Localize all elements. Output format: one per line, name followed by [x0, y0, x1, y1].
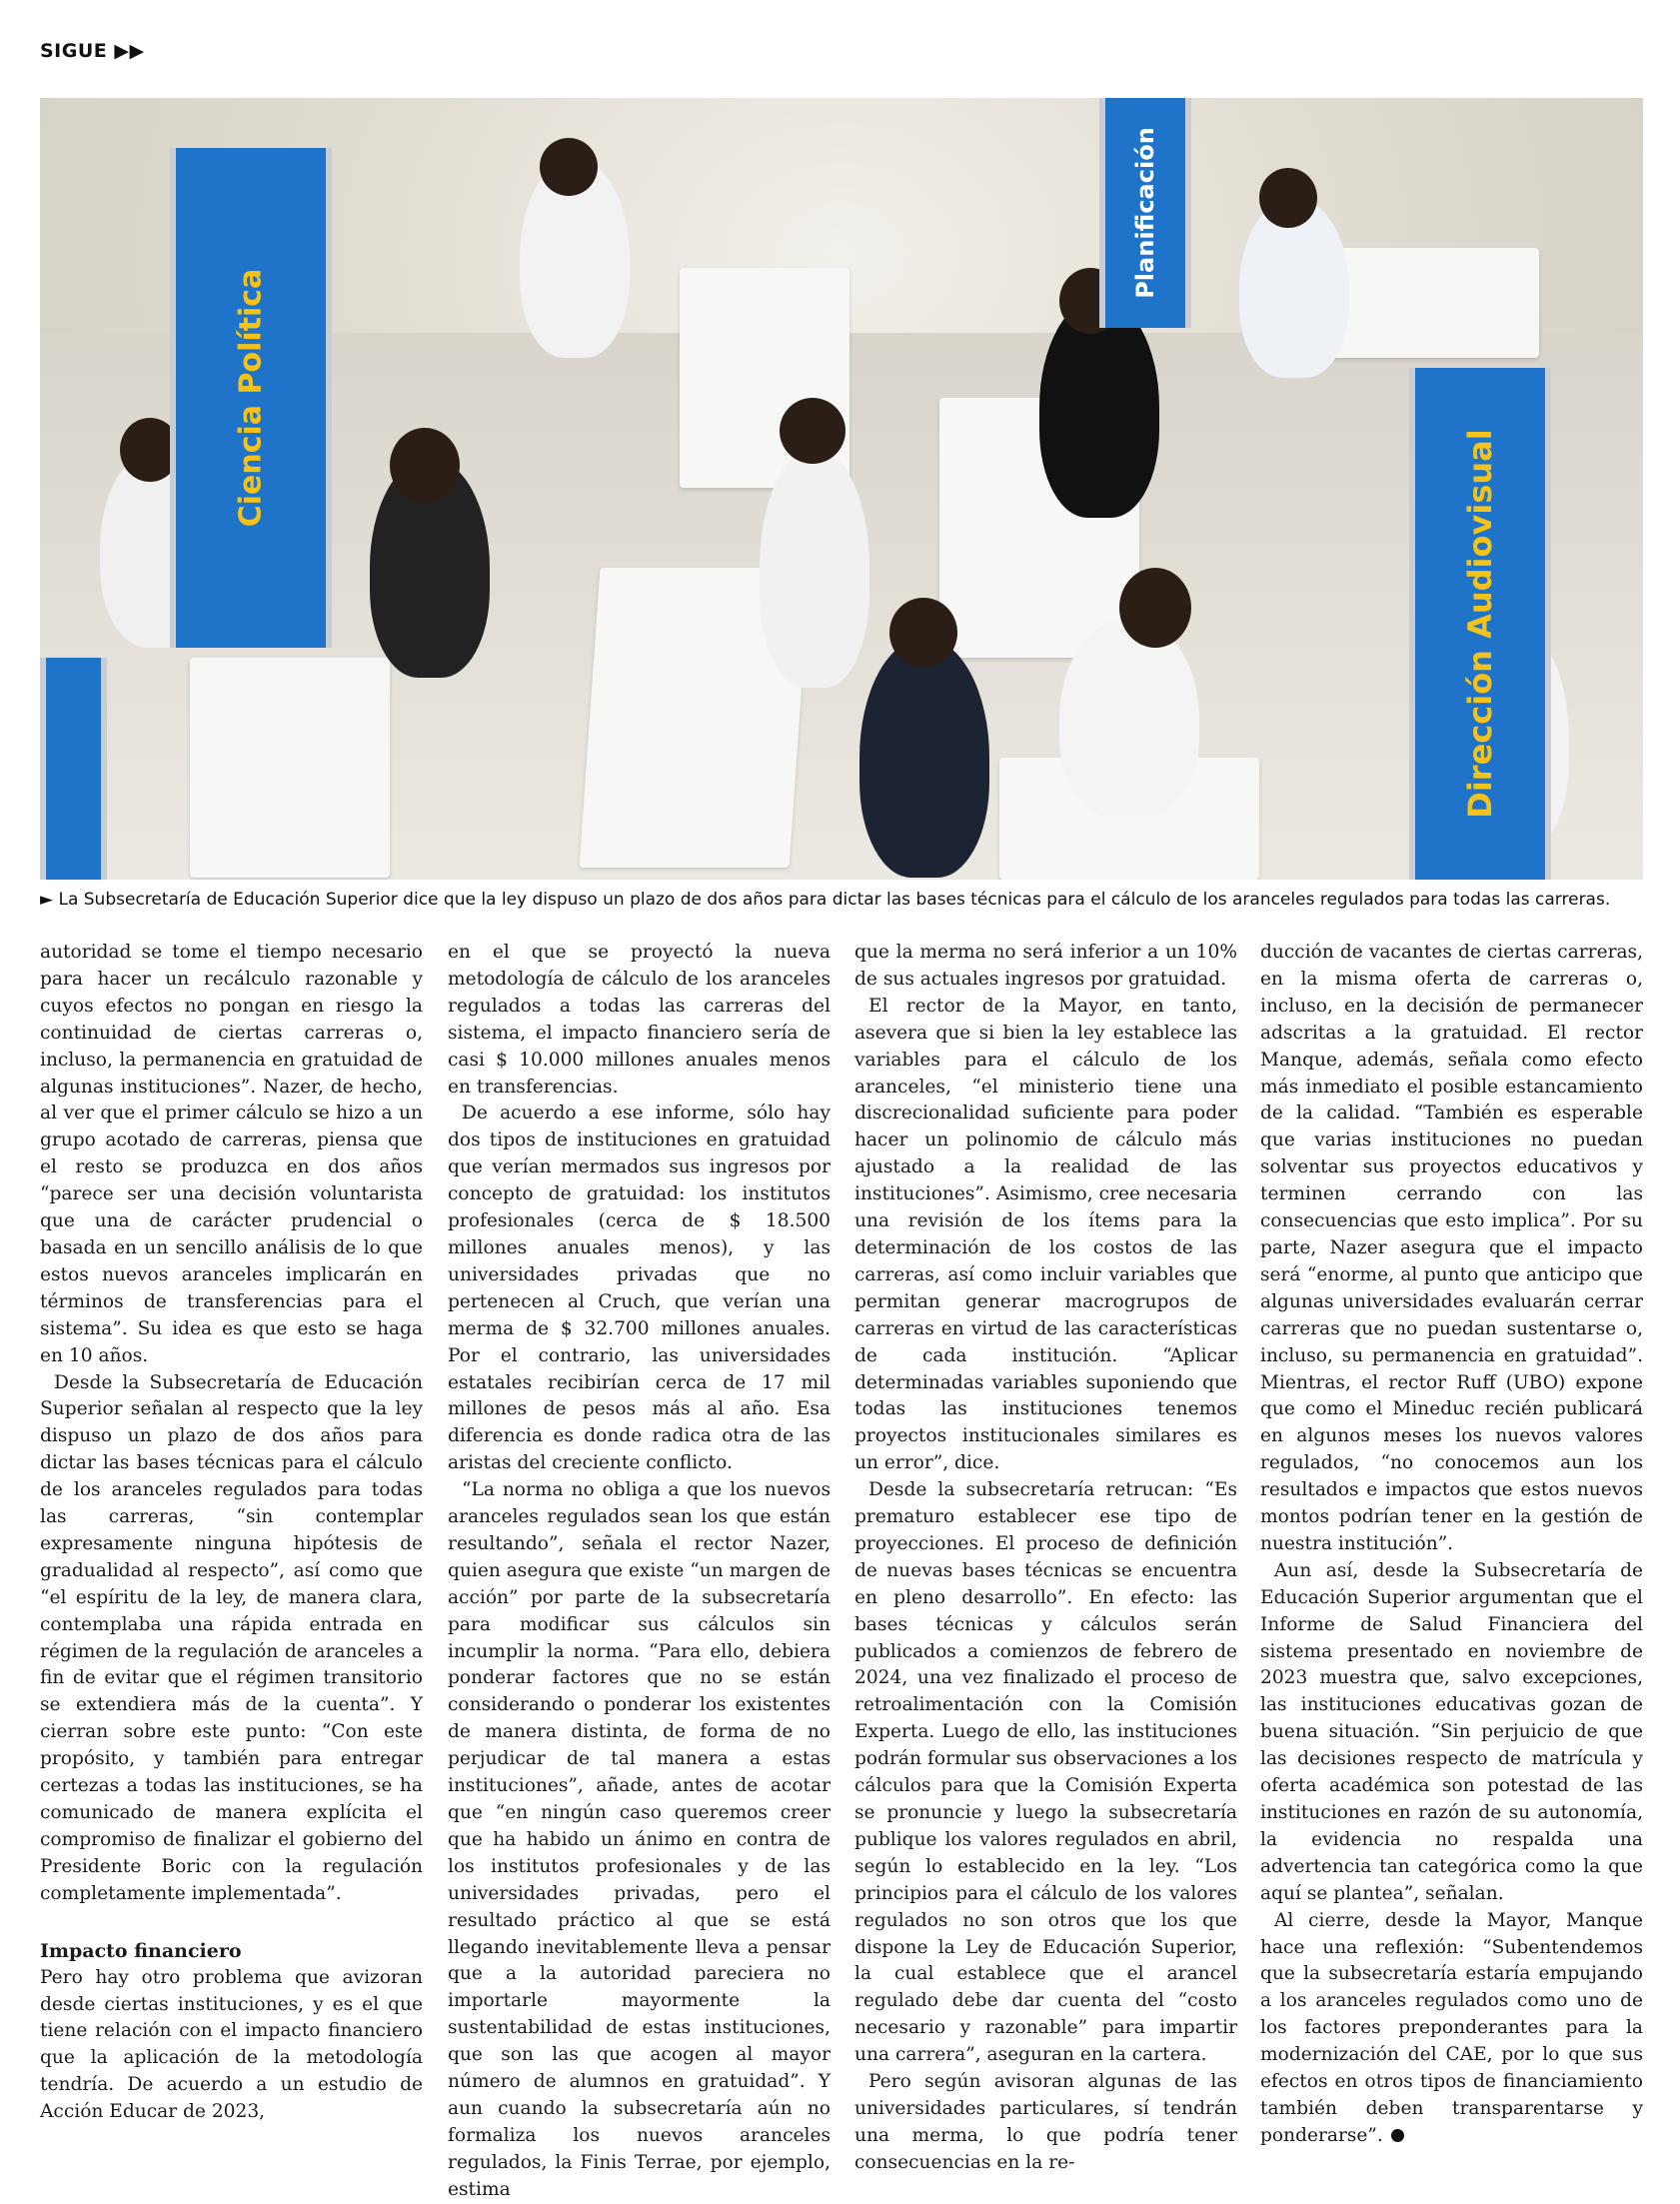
photo-person-head [540, 138, 598, 196]
paragraph: De acuerdo a ese informe, sólo hay dos tipos de instituciones en gratuidad que verían mermados sus ingresos por concepto de gratuidad: los institutos profesionales (cerca de $ 18.500 millones anuales menos), y las universidades privadas que no pertenecen al Cruch, que verían una merma de $ 32.700 millones anuales. Por el contrario, las universidades estatales recibirían cerca de 17 mil millones de pesos más al año. Esa diferencia es donde radica otra de las aristas del creciente conflicto. [448, 1102, 831, 1474]
article-column-3 [854, 940, 1237, 2177]
end-of-article-mark [1391, 2129, 1404, 2142]
photo-caption: ► La Subsecretaría de Educación Superior dice que la ley dispuso un plazo de dos años para dictar las bases técnicas para el cálculo de los aranceles regulados para todas las carreras. [40, 890, 1611, 910]
paragraph: Desde la subsecretaría retrucan: “Es prematuro establecer ese tipo de proyecciones. El proceso de definición de nuevas bases técnicas se encuentra en pleno desarrollo”. En efecto: las bases técnicas y cálculos serán publicados a comienzos de febrero de 2024, una vez finalizado el proceso de retroalimentación con la Comisión Experta. Luego de ello, las instituciones podrán formular sus observaciones a los cálculos para que la Comisión Experta se pronuncie y luego la subsecretaría publique los valores regulados en abril, según lo establecido en la ley. “Los principios para el cálculo de los valores regulados no son otros que los que dispone la Ley de Educación Superior, la cual establece que el arancel regulado debe dar cuenta del “costo necesario y razonable” para impartir una carrera”, aseguran en la cartera. [854, 1479, 1237, 2066]
photo-banner-left [170, 148, 332, 648]
paragraph: “La norma no obliga a que los nuevos aranceles regulados sean los que están resultando”, señala el rector Nazer, quien asegura que existe “un margen de acción” por parte de la subsecretaría para modificar sus cálculos sin incumplir la norma. “Para ello, debiera ponderar factores que no se están considerando o ponderar los existentes de manera distinta, de forma de no perjudicar de tal manera a estas instituciones”, añade, antes de acotar que “en ningún caso queremos creer que ha habido un ánimo en contra de los institutos profesionales y de las universidades privadas, pero el resultado práctico al que se está llegando inevitablemente lleva a pensar que a la autoridad pareciera no importarle mayormente la sustentabilidad de estas instituciones, que son las que acogen al mayor número de alumnos en gratuidad”. Y aun cuando la subsecretaría aún no formaliza los nuevos aranceles regulados, la Finis Terrae, por ejemplo, estima [448, 1479, 831, 2200]
photo-banner-top [1099, 98, 1191, 328]
photo-person-head [1119, 568, 1191, 648]
event-photo [40, 98, 1643, 880]
paragraph: Desde la Subsecretaría de Educación Superior señalan al respecto que la ley dispuso un plazo de dos años para dictar las bases técnicas para el cálculo de los aranceles regulados para todas las carreras, “sin contemplar expresamente ninguna hipótesis de gradualidad al respecto”, así como que “el espíritu de la ley, de manera clara, contemplaba una rápida entrada en régimen de la regulación de aranceles a fin de evitar que el régimen transitorio se extendiera más de la cuenta”. Y cierran sobre este punto: “Con este propósito, y también para entregar certezas a todas las instituciones, se ha comunicado de manera explícita el compromiso de finalizar el gobierno del Presidente Boric con la regulación completamente implementada”. [40, 1371, 423, 1904]
photo-person-head [889, 598, 957, 668]
banner-text: Dirección Audiovisual [1461, 429, 1499, 819]
photo-person [760, 448, 869, 688]
section-heading: Impacto financiero [40, 1939, 242, 1962]
photo-table [190, 658, 390, 878]
article-column-2 [448, 940, 831, 2204]
paragraph: en el que se proyectó la nueva metodología de cálculo de los aranceles regulados a todas las carreras del sistema, el impacto financiero sería de casi $ 10.000 millones anuales menos en transferencias. [448, 942, 831, 1098]
paragraph: Pero según avisoran algunas de las universidades particulares, sí tendrán una merma, lo que podría tener consecuencias en la re- [854, 2071, 1237, 2173]
paragraph: ducción de vacantes de ciertas carreras, en la misma oferta de carreras o, incluso, en la decisión de permanecer adscritas a la gratuidad. El rector Manque, además, señala como efecto más inmediato el posible estancamiento de la calidad. “También es esperable que varias instituciones no puedan solventar sus proyectos educativos y terminen cerrando con las consecuencias que esto implica”. Por su parte, Nazer asegura que el impacto será “enorme, al punto que anticipo que algunas universidades evaluarán cerrar carreras que no puedan sustentarse o, incluso, su permanencia en gratuidad”. Mientras, el rector Ruff (UBO) expone que como el Mineduc recién publicará en algunos meses los nuevos valores regulados, “no conocemos aun los resultados e impactos que estos nuevos montos podrían tener en la gestión de nuestra institución”. [1260, 942, 1643, 1554]
photo-table [1319, 248, 1539, 358]
article-column-4 [1260, 940, 1643, 2150]
photo-banner-edge [40, 658, 107, 880]
continue-label: SIGUE ▶▶ [40, 40, 145, 62]
photo-banner-right [1409, 368, 1551, 880]
paragraph: Aun así, desde la Subsecretaría de Educación Superior argumentan que el Informe de Salud Financiera del sistema presentado en noviembre de 2023 muestra que, salvo excepciones, las instituciones educativas gozan de buena situación. “Sin perjuicio de que las decisiones respecto de matrícula y oferta académica son potestad de las instituciones en razón de su autonomía, la evidencia no respalda una advertencia tan categórica como la que aquí se plantea”, señalan. [1260, 1559, 1643, 1904]
photo-person [859, 638, 989, 878]
photo-person-head [390, 428, 460, 503]
paragraph: El rector de la Mayor, en tanto, asevera que si bien la ley establece las variables para el cálculo de los aranceles, “el ministerio tiene una discrecionalidad suficiente para poder hacer un polinomio de cálculo más ajustado a la realidad de las instituciones”. Asimismo, cree necesaria una revisión de los ítems para la determinación de los costos de las carreras, así como incluir variables que permitan generar macrogrupos de carreras en virtud de las características de cada institución. “Aplicar determinadas variables suponiendo que todas las instituciones tenemos proyectos institucionales similares es un error”, dice. [854, 995, 1237, 1474]
closing-paragraph [1260, 1908, 1643, 2150]
article-column-1 [40, 940, 423, 2126]
photo-person-head [1259, 168, 1317, 228]
photo-person [1059, 618, 1199, 818]
paragraph: que la merma no será inferior a un 10% de sus actuales ingresos por gratuidad. [854, 942, 1237, 990]
paragraph: Pero hay otro problema que avizoran desde ciertas instituciones, y es el que tiene relación con el impacto financiero que la aplicación de la metodología tendría. De acuerdo a un estudio de Acción Educar de 2023, [40, 1966, 423, 2123]
photo-person-head [780, 398, 845, 464]
paragraph: autoridad se tome el tiempo necesario para hacer un recálculo razonable y cuyos efectos no pongan en riesgo la continuidad de ciertas carreras o, incluso, la permanencia en gratuidad de algunas instituciones”. Nazer, de hecho, al ver que el primer cálculo se hizo a un grupo acotado de carreras, piensa que el resto se produzca en dos años “parece ser una decisión voluntarista que una de carácter prudencial o basada en un sencillo análisis de lo que estos nuevos aranceles implicarán en términos de transferencias para el sistema”. Su idea es que esto se haga en 10 años. [40, 942, 423, 1366]
banner-text: Planificación [1131, 127, 1159, 299]
banner-text: Ciencia Política [233, 268, 269, 528]
paragraph-text: Al cierre, desde la Mayor, Manque hace una reflexión: “Subentendemos que la subsecretaría estaría empujando a los aranceles regulados como uno de los factores preponderantes para la modernización del CAE, por lo que sus efectos en otros tipos de financiamiento también deben transparentarse y ponderarse”. [1260, 1909, 1643, 2146]
